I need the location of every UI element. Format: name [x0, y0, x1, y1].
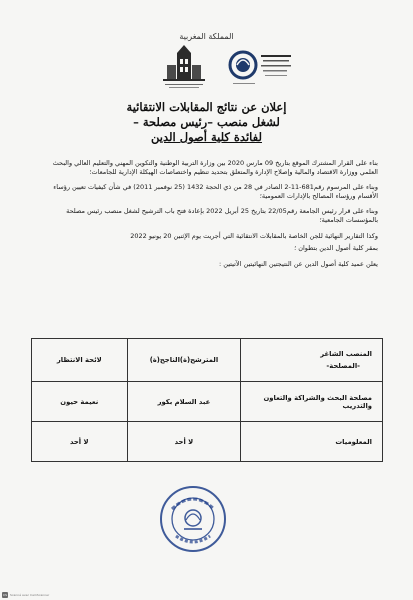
announcement-body — [43, 159, 378, 272]
title-line-3: لفائدة كلية أصول الدين — [151, 130, 262, 144]
table-row — [32, 422, 383, 462]
paragraph-president-decision: وبناء على قرار رئيس الجامعة رقم22/05 بتاريخ 25 أبريل 2022 بإعادة فتح باب الترشيح لشغل منصب رئيس مصلحة بالمؤسسات الجامعية؛ — [66, 207, 378, 224]
camscanner-icon: CS — [3, 593, 7, 597]
faculty-emblem-logo — [225, 45, 295, 93]
title-line-1: إعلان عن نتائج المقابلات الانتقائية — [126, 100, 287, 114]
title-line-2: لشغل منصب –رئيس مصلحة – — [133, 115, 280, 129]
university-building-logo — [155, 45, 220, 93]
results-table — [31, 338, 383, 462]
header-candidate: المترشح(ة)الناجح(ة) — [127, 339, 241, 382]
scanner-text: Scanné avec CamScanner — [10, 593, 50, 597]
header-position: المنصب الشاغر -المصلحة- — [241, 339, 383, 382]
table-row — [32, 382, 383, 422]
paragraph-committee-reports: وكذا التقارير النهائية للجن الخاصة بالمقابلات الانتقائية التي أجريت يوم الإثنين 20 يونيو 2022 — [130, 231, 378, 240]
row-position: مصلحة البحث والشراكة والتعاون والتدريب — [241, 382, 383, 422]
paragraph-location: بمقر كلية أصول الدين بتطوان ؛ — [294, 244, 378, 253]
paragraph-decree: وبناء على المرسوم رقم681-11-2 الصادر في 28 من ذي الحجة 1432 (25 نوفمبر 2011) في شأن كيفيات تعيين رؤساء الأقسام ورؤساء المصالح بالإدارات العمومية؛ — [53, 183, 378, 200]
table-header-row — [32, 339, 383, 382]
paragraph-joint-decision: بناء على القرار المشترك الموقع بتاريخ 09 مارس 2020 بين وزارة التربية الوطنية والتكوين المهني والتعليم العالي والبحث العلمي ووزارة الاقتصاد والمالية وإصلاح الإدارة والمتعلق بتحديد تنظيم واختصاصات الهيكلة الإدارية للجامعات؛ — [52, 159, 378, 176]
row-candidate: عبد السلام بكور — [127, 382, 241, 422]
row-waitlist: نعيمة حيون — [32, 382, 128, 422]
header-waitlist: لائحة الانتظار — [32, 339, 128, 382]
row-candidate: لا أحد — [127, 422, 241, 462]
row-position: المعلوميات — [241, 422, 383, 462]
scanner-watermark — [2, 592, 49, 598]
row-waitlist: لا أحد — [32, 422, 128, 462]
paragraph-dean-announcement: يعلن عميد كلية أصول الدين عن النتيجتين النهائيتين الآتيتين : — [219, 259, 378, 268]
faculty-stamp — [158, 484, 228, 554]
announcement-title — [0, 100, 413, 145]
kingdom-header: المملكة المغربية — [179, 32, 234, 41]
